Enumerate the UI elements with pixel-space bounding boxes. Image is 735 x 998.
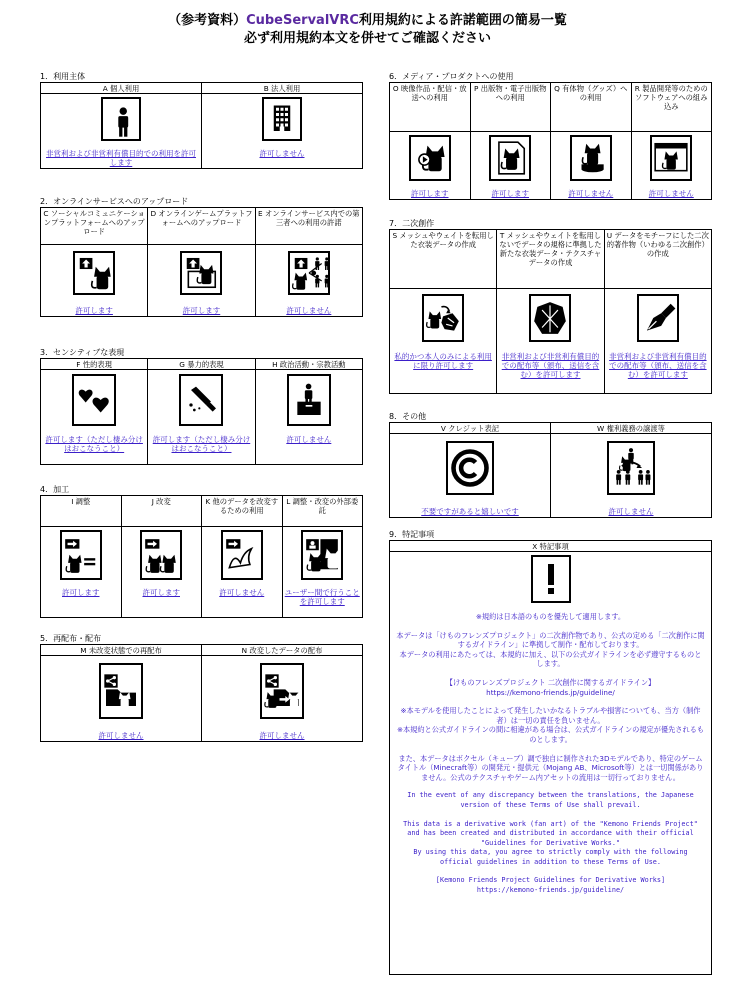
section-s8	[389, 411, 712, 518]
transfer-icon	[607, 441, 655, 495]
upload-game-icon	[180, 251, 222, 295]
special-notes-header: X 特記事項	[390, 541, 712, 552]
note-ja: ※規約は日本語のものを優先して適用します。	[475, 612, 626, 621]
permission-icon-cell	[255, 245, 362, 306]
permission-icon-cell	[148, 370, 255, 435]
permission-table	[40, 644, 363, 742]
permission-result: 許可します	[41, 305, 148, 317]
permission-icon-cell	[41, 527, 122, 588]
special-notes-table	[389, 540, 712, 975]
note-ja: 【けものフレンズプロジェクト 二次創作に関するガイドライン】 https://kemono-friends.jp/guideline/	[445, 677, 656, 697]
permission-result: 許可しません	[551, 188, 632, 200]
section-title: 9．特記事項	[389, 530, 435, 539]
permission-header: V クレジット表記	[390, 423, 551, 434]
costume-reuse-icon	[422, 294, 464, 342]
section-title: 4．加工	[40, 485, 70, 494]
section-s2	[40, 196, 363, 317]
permission-icon-cell	[41, 245, 148, 306]
page-subtitle: 必ず利用規約本文を併せてご確認ください	[243, 31, 491, 46]
section-s1	[40, 71, 363, 169]
title-suffix: 利用規約による許諾範囲の簡易一覧	[358, 13, 567, 28]
upload-avatar-icon	[73, 251, 115, 295]
software-icon	[650, 135, 692, 181]
permission-header: K 他のデータを改変するための利用	[202, 496, 283, 527]
permission-result: 非営利および非営利有償目的での利用を許可します	[41, 148, 202, 169]
permission-table	[40, 358, 363, 465]
permission-result: 許可します（ただし棲み分けはおこなうこと）	[148, 434, 255, 465]
permission-icon-cell	[390, 132, 471, 189]
permission-table	[389, 82, 712, 200]
permission-header: F 性的表現	[41, 359, 148, 370]
permission-table	[389, 422, 712, 518]
permission-icon-cell	[551, 132, 632, 189]
permission-icon-cell	[390, 434, 551, 507]
section-s5	[40, 633, 363, 742]
permission-header: O 映像作品・配信・放送への利用	[390, 83, 471, 132]
permission-result: 非営利および非営利有償目的での配布等（頒布、送信を含む）を許可します	[604, 351, 711, 394]
permission-result: 許可しません	[202, 148, 363, 169]
goods-icon	[570, 135, 612, 181]
knife-icon	[179, 374, 223, 426]
pen-icon	[637, 294, 679, 342]
permission-header: G 暴力的表現	[148, 359, 255, 370]
permission-result: 許可します	[148, 305, 255, 317]
building-icon	[262, 97, 302, 141]
permission-header: E オンラインサービス内での第三者への利用の許諾	[255, 208, 362, 245]
podium-icon	[287, 374, 331, 426]
permission-header: T メッシュやウェイトを転用しないでデータの規格に準拠した新たな衣装データ・テクスチャデータの作成	[497, 230, 604, 289]
note-ja: 本データは「けものフレンズプロジェクト」の二次創作物であり、公式の定める「二次創作に関するガイドライン」に準拠して制作・配布しております。 本データの利用にあたっては、本規約に加え、以下の公式ガイドラインを必ず遵守するものとします。	[396, 630, 705, 669]
permission-icon-cell	[202, 94, 363, 149]
permission-result: 許可しません	[631, 188, 712, 200]
permission-icon-cell	[497, 289, 604, 352]
permission-result: 許可しません	[255, 434, 362, 465]
note-en: In the event of any discrepancy between the translations, the Japanese version of these Terms of Use shall prevail.	[407, 791, 694, 809]
permission-header: U データをモチーフにした二次的著作物（いわゆる二次創作）の作成	[604, 230, 711, 289]
permission-table	[40, 82, 363, 169]
permission-icon-cell	[202, 527, 283, 588]
permission-header: A 個人利用	[41, 83, 202, 94]
permission-icon-cell	[255, 370, 362, 435]
modify-icon	[140, 530, 182, 580]
title-prefix: （参考資料）	[168, 13, 247, 28]
section-title: 1．利用主体	[40, 72, 86, 81]
section-title: 8．その他	[389, 412, 427, 421]
exclamation-icon	[531, 555, 571, 603]
permission-result: 許可します	[41, 587, 122, 618]
section-s4	[40, 484, 363, 618]
section-s3	[40, 347, 363, 465]
hearts-icon	[72, 374, 116, 426]
section-s7	[389, 218, 712, 394]
permission-header: I 調整	[41, 496, 122, 527]
permission-result: 非営利および非営利有償目的での配布等（頒布、送信を含む）を許可します	[497, 351, 604, 394]
section-s9	[389, 529, 712, 975]
permission-header: N 改変したデータの配布	[202, 645, 363, 656]
section-s6	[389, 71, 712, 200]
permission-header: P 出版物・電子出版物への利用	[470, 83, 551, 132]
permission-icon-cell	[631, 132, 712, 189]
permission-result: 許可します	[121, 587, 202, 618]
permission-icon-cell	[121, 527, 202, 588]
note-ja: ※本モデルを使用したことによって発生したいかなるトラブルや損害についても、当方（制作者）は一切の責任を負いません。 ※本規約と公式ガイドラインの間に相違がある場合は、公式ガイドラインの規定が優先されるものとします。	[396, 706, 705, 744]
person-icon	[101, 97, 141, 141]
video-icon	[409, 135, 451, 181]
redistribute-icon	[99, 663, 143, 719]
permission-icon-cell	[41, 370, 148, 435]
permission-table	[40, 495, 363, 618]
permission-result: 許可しません	[41, 730, 202, 742]
permission-result: 許可しません	[551, 506, 712, 518]
permission-header: W 権利義務の譲渡等	[551, 423, 712, 434]
permission-result: 許可します	[470, 188, 551, 200]
section-title: 3．センシティブな表現	[40, 348, 125, 357]
permission-header: C ソーシャルコミュニケーションプラットフォームへのアップロード	[41, 208, 148, 245]
note-ja: また、本データはボクセル（キューブ）調で独自に制作された3Dモデルであり、特定のゲームタイトル（Minecraft等）の開発元・提供元（Mojang AB、Microsoft等）とは一切関係がありません。公式のテクスチャやゲーム内アセットの流用は一切行っておりません。	[397, 753, 704, 782]
copyright-icon	[446, 441, 494, 495]
permission-result: ユーザー間で行うことを許可します	[282, 587, 363, 618]
permission-icon-cell	[41, 94, 202, 149]
permission-icon-cell	[551, 434, 712, 507]
permission-result: 許可します	[390, 188, 471, 200]
permission-header: M 未改変状態での再配布	[41, 645, 202, 656]
permission-result: 許可しません	[202, 587, 283, 618]
permission-result: 不要ですがあると嬉しいです	[390, 506, 551, 518]
title-brand: CubeServalVRC	[246, 13, 359, 28]
permission-header: J 改変	[121, 496, 202, 527]
outsource-icon	[301, 530, 343, 580]
publication-icon	[489, 135, 531, 181]
note-en: [Kemono Friends Project Guidelines for Derivative Works] https://kemono-friends.jp/guideline/	[435, 876, 666, 895]
permission-icon-cell	[202, 656, 363, 731]
permission-icon-cell	[148, 245, 255, 306]
permission-header: D オンラインゲームプラットフォームへのアップロード	[148, 208, 255, 245]
permission-icon-cell	[41, 656, 202, 731]
adjust-icon	[60, 530, 102, 580]
section-title: 7．二次創作	[389, 219, 435, 228]
permission-icon-cell	[390, 289, 497, 352]
permission-header: R 製品開発等のためのソフトウェアへの組み込み	[631, 83, 712, 132]
permission-table	[40, 207, 363, 317]
permission-icon-cell	[604, 289, 711, 352]
note-en: This data is a derivative work (fan art) of the "Kemono Friends Project" and has been created and distributed in accordance with their official "Guidelines for Derivative Works." By using this data, you agree to strictly comply with the following official guidelines in addition to these Terms of Use.	[403, 819, 698, 866]
permission-header: Q 有体物（グッズ）への利用	[551, 83, 632, 132]
costume-new-icon	[529, 294, 571, 342]
page-title	[0, 9, 735, 28]
special-notes	[390, 610, 711, 907]
use-for-other-icon	[221, 530, 263, 580]
permission-header: B 法人利用	[202, 83, 363, 94]
section-title: 5．再配布・配布	[40, 634, 102, 643]
permission-header: L 調整・改変の外部委託	[282, 496, 363, 527]
permission-header: H 政治活動・宗教活動	[255, 359, 362, 370]
section-title: 2．オンラインサービスへのアップロード	[40, 197, 189, 206]
permission-icon-cell	[470, 132, 551, 189]
permission-table	[389, 229, 712, 394]
distribute-modified-icon	[260, 663, 304, 719]
permission-icon-cell	[282, 527, 363, 588]
permission-result: 許可しません	[255, 305, 362, 317]
permission-header: S メッシュやウェイトを転用した衣装データの作成	[390, 230, 497, 289]
section-title: 6．メディア・プロダクトへの使用	[389, 72, 514, 81]
permission-result: 許可します（ただし棲み分けはおこなうこと）	[41, 434, 148, 465]
share-third-party-icon	[288, 251, 330, 295]
permission-result: 私的かつ本人のみによる利用に限り許可します	[390, 351, 497, 394]
permission-result: 許可しません	[202, 730, 363, 742]
